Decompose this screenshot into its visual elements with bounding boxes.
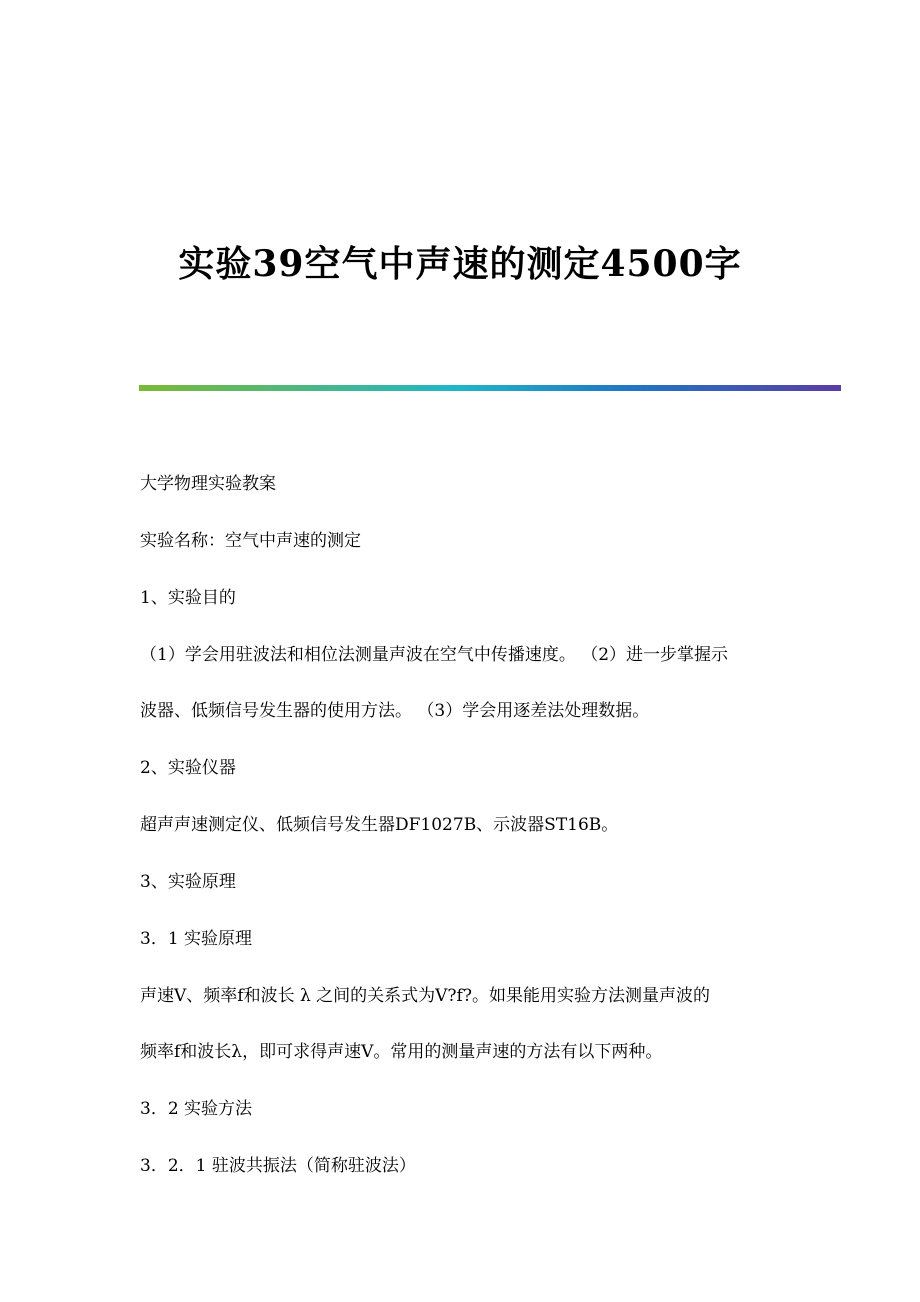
paragraph-principle [140,982,800,1066]
text-line: 声速V、频率f和波长 λ 之间的关系式为V?f?。如果能用实验方法测量声波的 [140,986,710,1006]
text-line: 大学物理实验教案 [140,474,276,494]
subheading-method [140,1095,800,1123]
text-line: 1、实验目的 [140,588,236,608]
paragraph-experiment-name [140,527,800,555]
heading-instruments [140,754,800,782]
text-line: 2、实验仪器 [140,758,236,778]
text-line: 实验名称：空气中声速的测定 [140,531,361,551]
paragraph-purpose [140,641,800,725]
text-line: 超声声速测定仪、低频信号发生器DF1027B、示波器ST16B。 [140,815,619,835]
text-line: 波器、低频信号发生器的使用方法。 （3）学会用逐差法处理数据。 [140,701,650,721]
text-line: 3、实验原理 [140,872,236,892]
heading-purpose [140,584,800,612]
text-line: （1）学会用驻波法和相位法测量声波在空气中传播速度。 （2）进一步掌握示 [140,645,729,665]
subheading-standing-wave [140,1152,800,1180]
text-line: 3．2 实验方法 [140,1099,253,1119]
paragraph-course [140,470,800,498]
document-title: 实验39空气中声速的测定4500字 [178,243,742,286]
subheading-principle [140,925,800,953]
text-line: 频率f和波长λ，即可求得声速V。常用的测量声速的方法有以下两种。 [140,1042,663,1062]
title-divider [139,385,841,391]
heading-principle [140,868,800,896]
text-line: 3．2．1 驻波共振法（简称驻波法） [140,1156,416,1176]
text-line: 3．1 实验原理 [140,929,253,949]
paragraph-instruments [140,811,800,839]
document-body [140,470,800,1209]
